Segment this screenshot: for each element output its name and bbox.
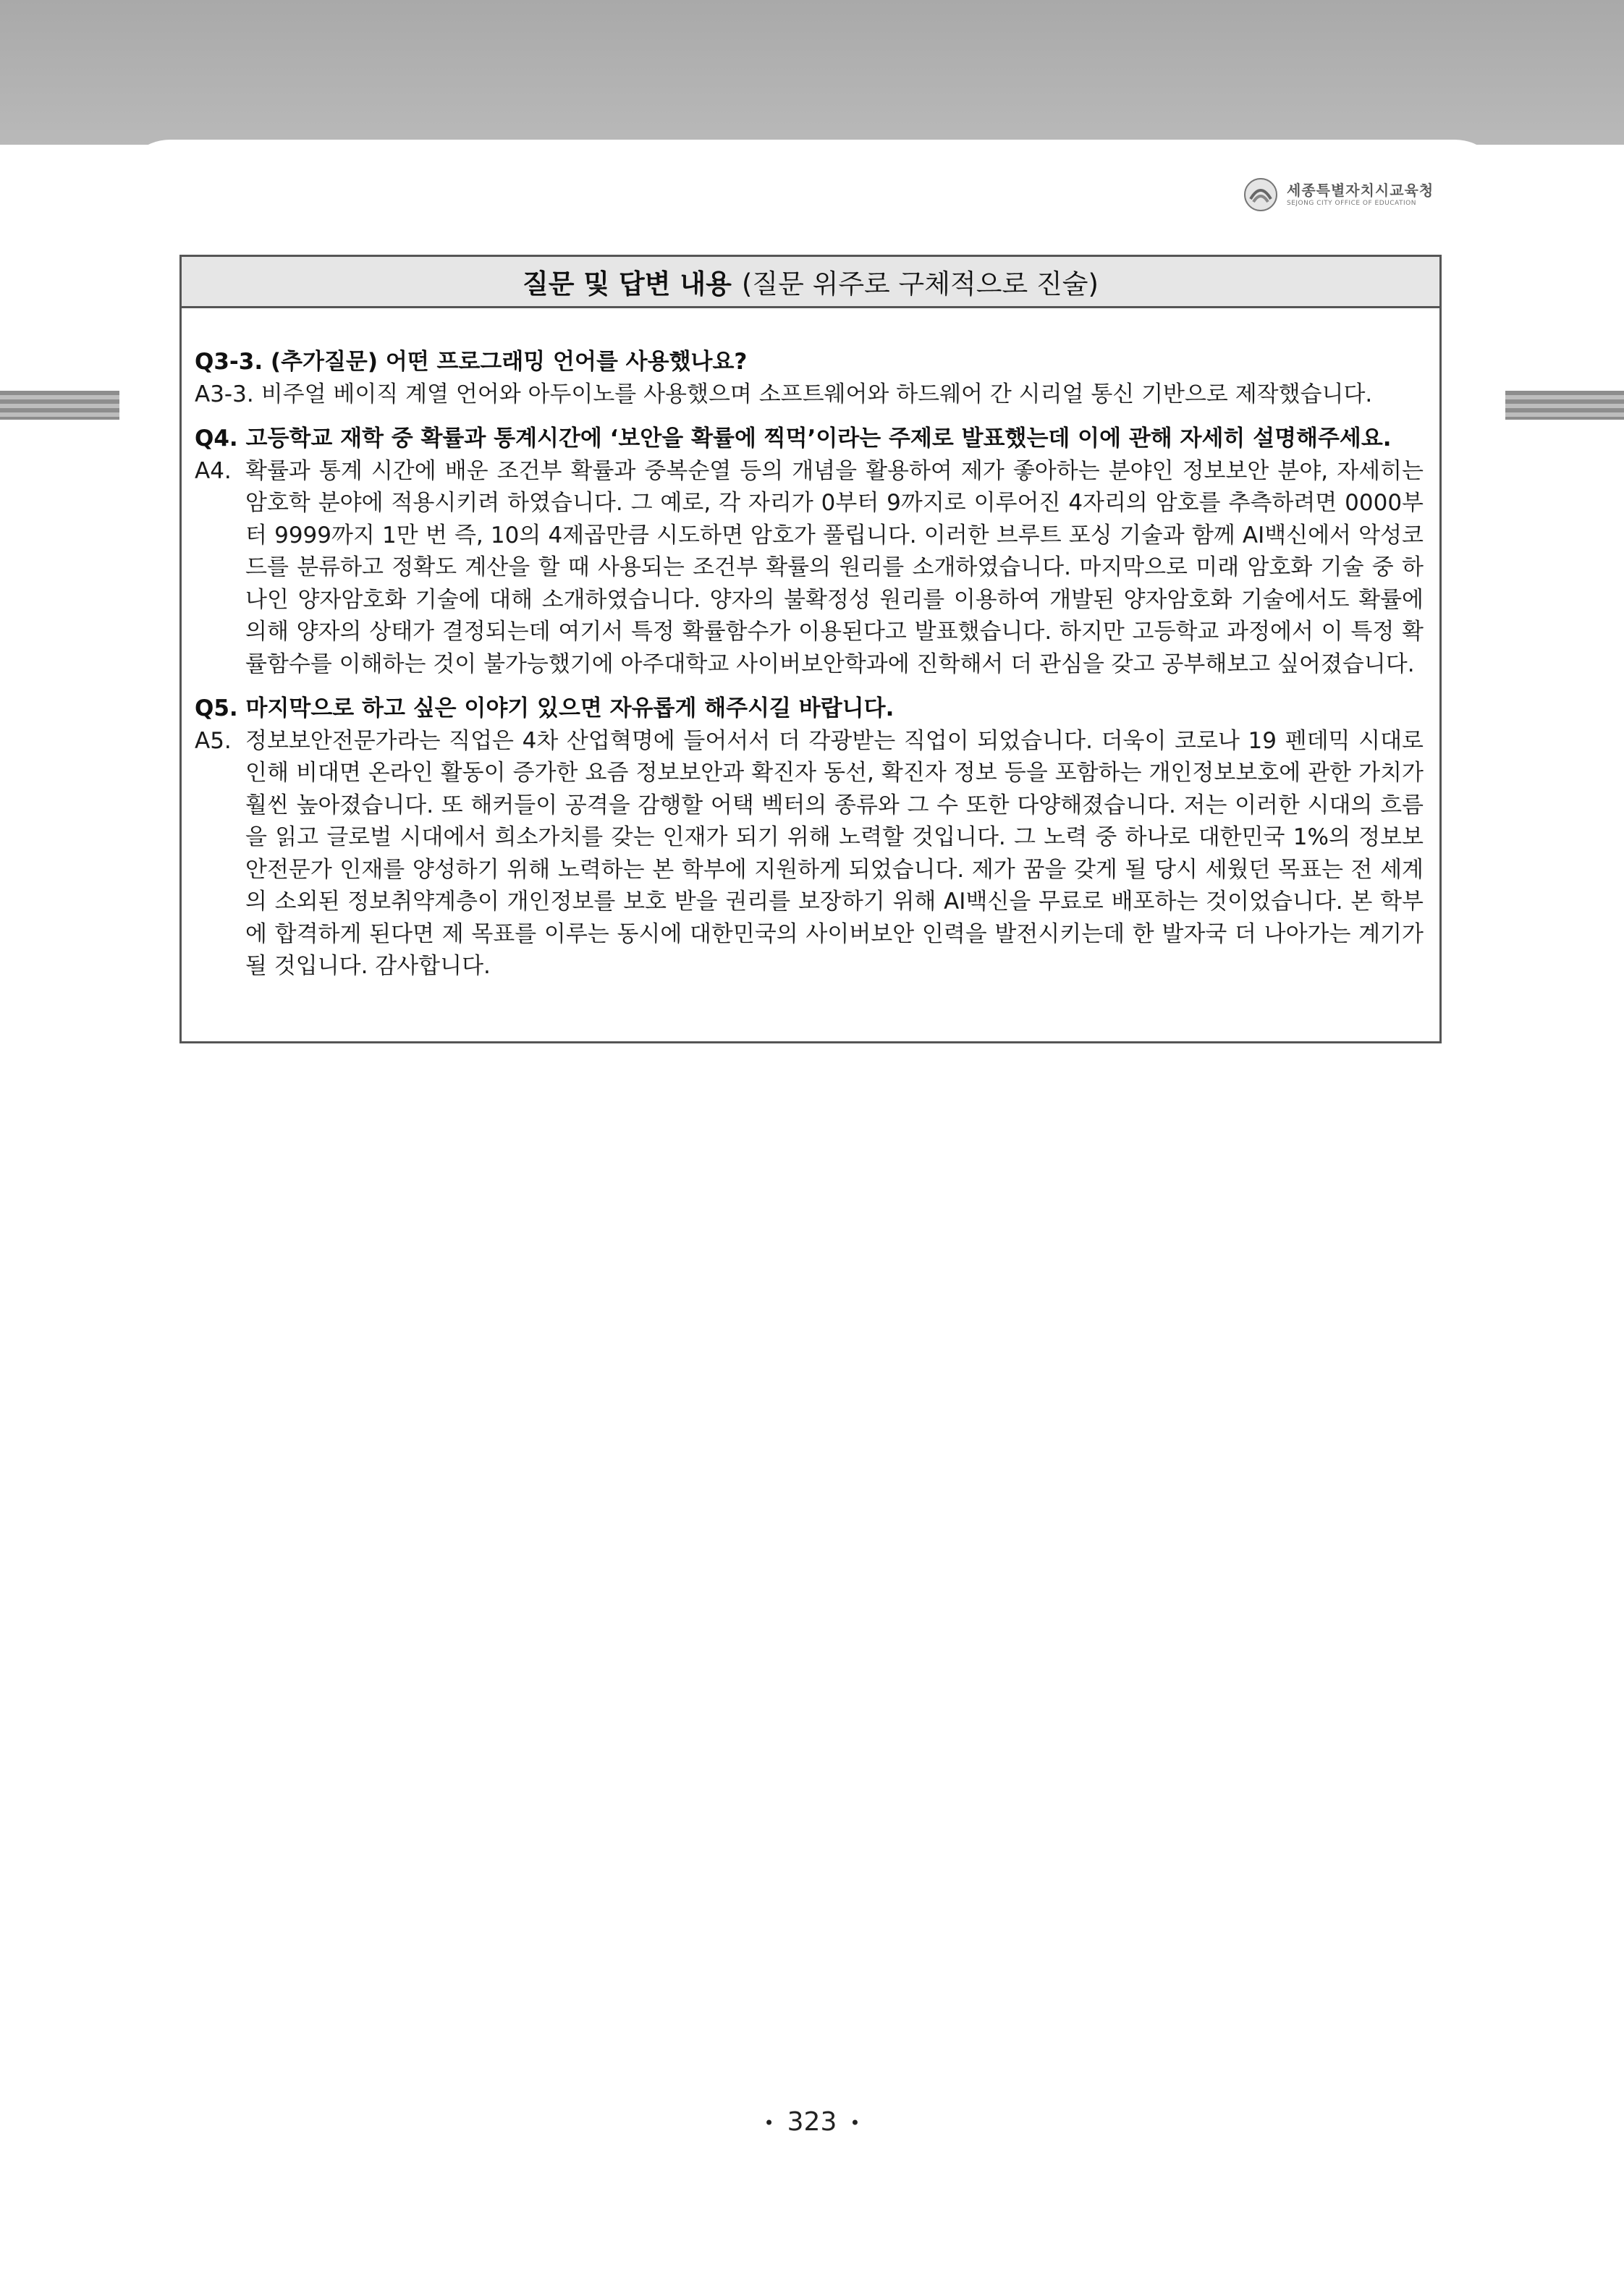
- question-q4: Q4. 고등학교 재학 중 확률과 통계시간에 ‘보안을 확률에 찍먹’이라는 주제로 발표했는데 이에 관해 자세히 설명해주세요.: [195, 425, 1392, 452]
- answer-a3-3: [195, 378, 1424, 411]
- answer-text: 비주얼 베이직 계열 언어와 아두이노를 사용했으며 소프트웨어와 하드웨어 간 시리얼 통신 기반으로 제작했습니다.: [261, 381, 1373, 407]
- answer-text: 정보보안전문가라는 직업은 4차 산업혁명에 들어서서 더 각광받는 직업이 되었습니다. 더욱이 코로나 19 펜데믹 시대로 인해 비대면 온라인 활동이 증가한 요즘 정보보안과 확진자 동선, 확진자 정보 등을 포함하는 개인정보보호에 관한 가치가 훨씬 높아졌습니다. 또 해커들이 공격을 감행할 어택 벡터의 종류와 그 수 또한 다양해졌습니다. 저는 이러한 시대의 흐름을 읽고 글로벌 시대에서 희소가치를 갖는 인재가 되기 위해 노력할 것입니다. 그 노력 중 하나로 대한민국 1%의 정보보안전문가 인재를 양성하기 위해 노력하는 본 학부에 지원하게 되었습니다. 제가 꿈을 갖게 될 당시 세웠던 목표는 전 세계의 소외된 정보취약계층이 개인정보를 보호 받을 권리를 보장하기 위해 AI백신을 무료로 배포하는 것이었습니다. 본 학부에 합격하게 된다면 제 목표를 이루는 동시에 대한민국의 사이버보안 인력을 발전시키는데 한 발자국 더 나아가는 계기가 될 것입니다. 감사합니다.: [245, 727, 1424, 979]
- top-gray-band: [0, 0, 1624, 145]
- bullet-left: •: [764, 2113, 774, 2133]
- qa-title-note: (질문 위주로 구체적으로 진술): [741, 268, 1099, 300]
- office-of-education-logo: [1243, 177, 1434, 212]
- answer-label: A3-3.: [195, 381, 254, 407]
- answer-label: A4.: [195, 457, 232, 484]
- qa-title-bold: 질문 및 답변 내용: [523, 268, 732, 300]
- answer-a5: [195, 725, 1424, 983]
- question-q5: Q5. 마지막으로 하고 싶은 이야기 있으면 자유롭게 해주시길 바랍니다.: [195, 695, 895, 721]
- qa-table-header: [182, 257, 1439, 308]
- emblem-icon: [1243, 177, 1278, 212]
- answer-a4: [195, 455, 1424, 681]
- page-number-footer: [0, 2107, 1624, 2137]
- question-q3-3: Q3-3. (추가질문) 어떤 프로그래밍 언어를 사용했나요?: [195, 349, 748, 375]
- answer-label: A5.: [195, 727, 232, 754]
- qa-content: [182, 308, 1439, 983]
- logo-text-english: SEJONG CITY OFFICE OF EDUCATION: [1287, 199, 1416, 207]
- bullet-right: •: [850, 2113, 860, 2133]
- answer-text: 확률과 통계 시간에 배운 조건부 확률과 중복순열 등의 개념을 활용하여 제가 좋아하는 분야인 정보보안 분야, 자세히는 암호학 분야에 적용시키려 하였습니다. 그 예로, 각 자리가 0부터 9까지로 이루어진 4자리의 암호를 추측하려면 0000부터 9999까지 1만 번 즉, 10의 4제곱만큼 시도하면 암호가 풀립니다. 이러한 브루트 포싱 기술과 함께 AI백신에서 악성코드를 분류하고 정확도 계산을 할 때 사용되는 조건부 확률의 원리를 소개하였습니다. 마지막으로 미래 암호화 기술 중 하나인 양자암호화 기술에 대해 소개하였습니다. 양자의 불확정성 원리를 이용하여 개발된 양자암호화 기술에서도 확률에 의해 양자의 상태가 결정되는데 여기서 특정 확률함수가 이용된다고 발표했습니다. 하지만 고등학교 과정에서 이 특정 확률함수를 이해하는 것이 불가능했기에 아주대학교 사이버보안학과에 진학해서 더 관심을 갖고 공부해보고 싶어졌습니다.: [245, 457, 1424, 677]
- page-number: 323: [787, 2107, 837, 2137]
- logo-text-korean: 세종특별자치시교육청: [1287, 181, 1434, 199]
- qa-table: [179, 255, 1442, 1043]
